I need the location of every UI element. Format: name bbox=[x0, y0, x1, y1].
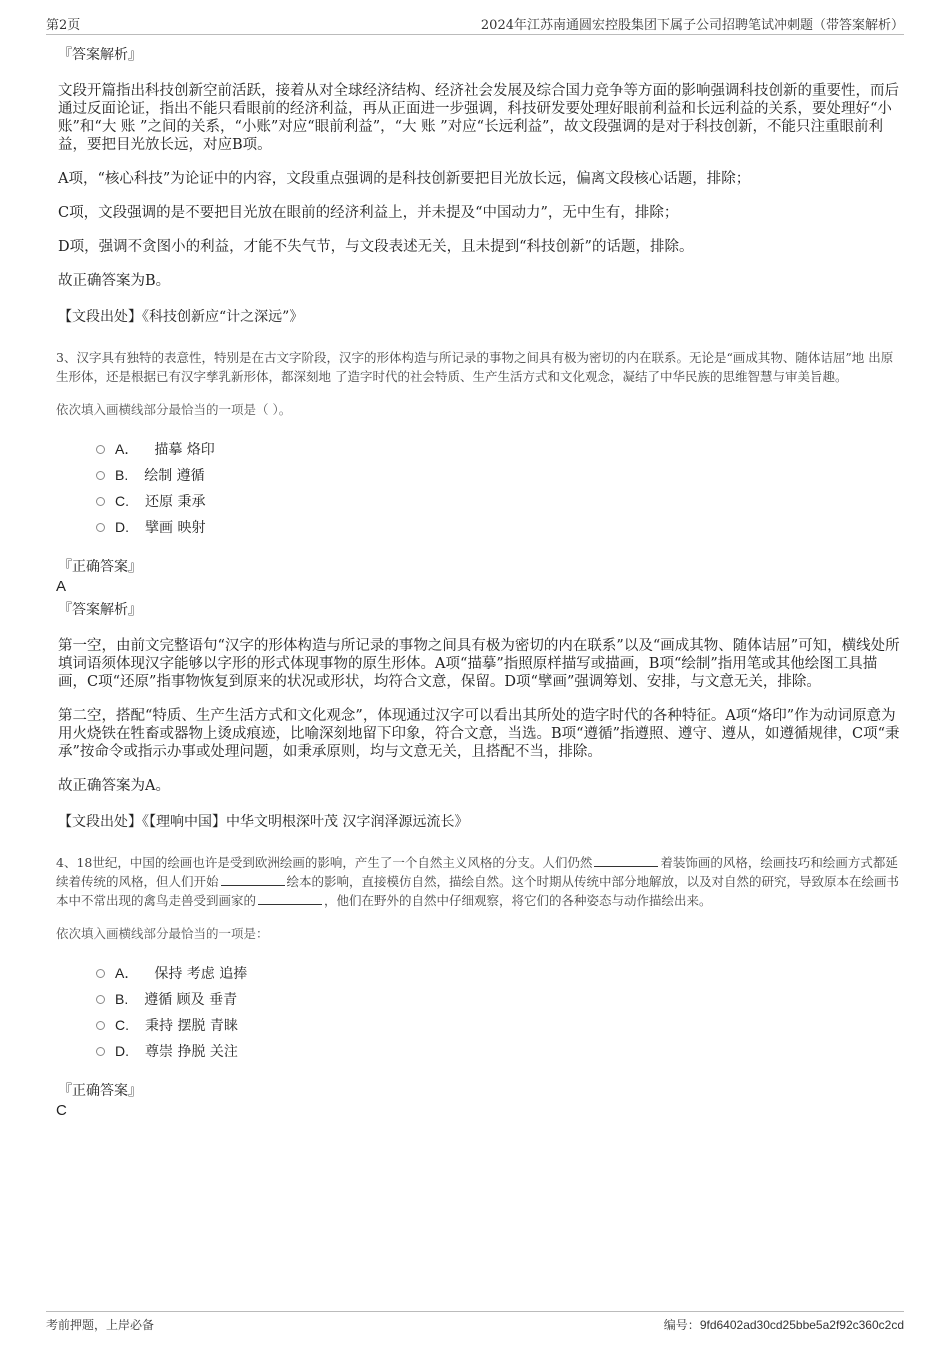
option-list bbox=[96, 436, 904, 540]
correct-answer: C bbox=[56, 1102, 67, 1119]
analysis-paragraph: 第一空，由前文完整语句“汉字的形体构造与所记录的事物之间具有极为密切的内在联系”以及“画成其物、随体诘屈”可知，横线处所填词语须体现汉字能够以字形的形式体现事物的原生形体。A项“描摹”指照原样描写或描画，B项“绘制”指用笔或其他绘图工具描画，C项“还原”指事物恢复到原来的状况或形状，均符合文意，保留。D项“擘画”强调筹划、安排，与文意无关，排除。 bbox=[58, 638, 900, 690]
analysis-label: 『答案解析』 bbox=[58, 602, 142, 618]
question-instruction: 依次填入画横线部分最恰当的一项是（ ）。 bbox=[56, 402, 292, 417]
passage-source: 【文段出处】《科技创新应“计之深远”》 bbox=[58, 309, 304, 325]
option-d[interactable]: D. 擘画 映射 bbox=[96, 514, 904, 540]
analysis-conclusion: 故正确答案为B。 bbox=[58, 273, 171, 289]
answer-label: 『正确答案』 bbox=[58, 1083, 142, 1099]
radio-icon[interactable] bbox=[96, 1021, 105, 1030]
analysis-paragraph: 文段开篇指出科技创新空前活跃，接着从对全球经济结构、经济社会发展及综合国力竞争等方面的影响强调科技创新的重要性，而后通过反面论证，指出不能只看眼前的经济利益，再从正面进一步强调，科技研发要处理好眼前利益和长远利益的关系，要处理好“小账”和“大 账 ”之间的关系，“小账”对应“眼前利益”，“大 账 ”对应“长远利益”，故文段强调的是对于科技创新，不能只注重眼前利益，要把目光放长远，对应B项。 bbox=[58, 83, 899, 153]
page-number: 第2页 bbox=[46, 18, 81, 33]
fill-blank bbox=[594, 854, 658, 867]
analysis-conclusion: 故正确答案为A。 bbox=[58, 778, 170, 794]
option-b[interactable]: B. 绘制 遵循 bbox=[96, 462, 904, 488]
option-a[interactable]: A． 描摹 烙印 bbox=[96, 436, 904, 462]
correct-answer: A bbox=[56, 578, 67, 595]
answer-label: 『正确答案』 bbox=[58, 559, 142, 575]
analysis-paragraph: D项，强调不贪图小的利益，才能不失气节，与文段表述无关，且未提到“科技创新”的话题，排除。 bbox=[58, 239, 694, 255]
fill-blank bbox=[221, 873, 285, 886]
radio-icon[interactable] bbox=[96, 497, 105, 506]
passage-source: 【文段出处】《【理响中国】中华文明根深叶茂 汉字润泽源远流长》 bbox=[58, 814, 469, 830]
footer-slogan: 考前押题，上岸必备 bbox=[46, 1318, 155, 1332]
analysis-paragraph: C项，文段强调的是不要把目光放在眼前的经济利益上，并未提及“中国动力”，无中生有，排除； bbox=[58, 205, 679, 221]
option-d[interactable]: D. 尊崇 挣脱 关注 bbox=[96, 1038, 904, 1064]
question-stem: 4、18世纪，中国的绘画也许是受到欧洲绘画的影响，产生了一个自然主义风格的分支。人们仍然 着装饰画的风格，绘画技巧和绘画方式都延续着传统的风格，但人们开始 绘本的影响，直接模仿自然，描绘自然。这个时期从传统中部分地解放，以及对自然的研究，导致原本在绘画书本中不常出现的禽鸟走兽受到画家的 ，他们在野外的自然中仔细观察，将它们的各种姿态与动作描绘出来。 bbox=[56, 855, 900, 908]
page-footer bbox=[46, 1311, 904, 1338]
option-list bbox=[96, 960, 904, 1064]
radio-icon[interactable] bbox=[96, 995, 105, 1004]
radio-icon[interactable] bbox=[96, 1047, 105, 1056]
analysis-paragraph: 第二空，搭配“特质、生产生活方式和文化观念”，体现通过汉字可以看出其所处的造字时代的各种特征。A项“烙印”作为动词原意为用火烧铁在牲畜或器物上烫成痕迹，比喻深刻地留下印象，符合文意，当选。B项“遵循”指遵照、遵守、遵从，如遵循规律，C项“秉承”按命令或指示办事或处理问题，如秉承原则，均与文意无关，且搭配不当，排除。 bbox=[58, 708, 900, 760]
option-c[interactable]: C. 秉持 摆脱 青睐 bbox=[96, 1012, 904, 1038]
fill-blank bbox=[258, 892, 322, 905]
analysis-label: 『答案解析』 bbox=[58, 47, 142, 63]
document-title: 2024年江苏南通圆宏控股集团下属子公司招聘笔试冲刺题（带答案解析） bbox=[480, 18, 904, 33]
question-instruction: 依次填入画横线部分最恰当的一项是： bbox=[56, 926, 269, 941]
document-code: 编号：9fd6402ad30cd25bbe5a2f92c360c2cd bbox=[663, 1318, 904, 1332]
analysis-paragraph: A项，“核心科技”为论证中的内容，文段重点强调的是科技创新要把目光放长远，偏离文段核心话题，排除； bbox=[58, 171, 751, 187]
option-b[interactable]: B. 遵循 顾及 垂青 bbox=[96, 986, 904, 1012]
radio-icon[interactable] bbox=[96, 969, 105, 978]
page-header bbox=[46, 14, 904, 35]
radio-icon[interactable] bbox=[96, 471, 105, 480]
radio-icon[interactable] bbox=[96, 523, 105, 532]
question-stem: 3、汉字具有独特的表意性，特别是在古文字阶段，汉字的形体构造与所记录的事物之间具有极为密切的内在联系。无论是“画成其物、随体诘屈”地 出原生形体，还是根据已有汉字孳乳新形体，都深刻地 了造字时代的社会特质、生产生活方式和文化观念，凝结了中华民族的思维智慧与审美旨趣。 bbox=[56, 350, 894, 384]
radio-icon[interactable] bbox=[96, 445, 105, 454]
option-c[interactable]: C. 还原 秉承 bbox=[96, 488, 904, 514]
page-content bbox=[56, 44, 904, 1123]
option-a[interactable]: A． 保持 考虑 追捧 bbox=[96, 960, 904, 986]
